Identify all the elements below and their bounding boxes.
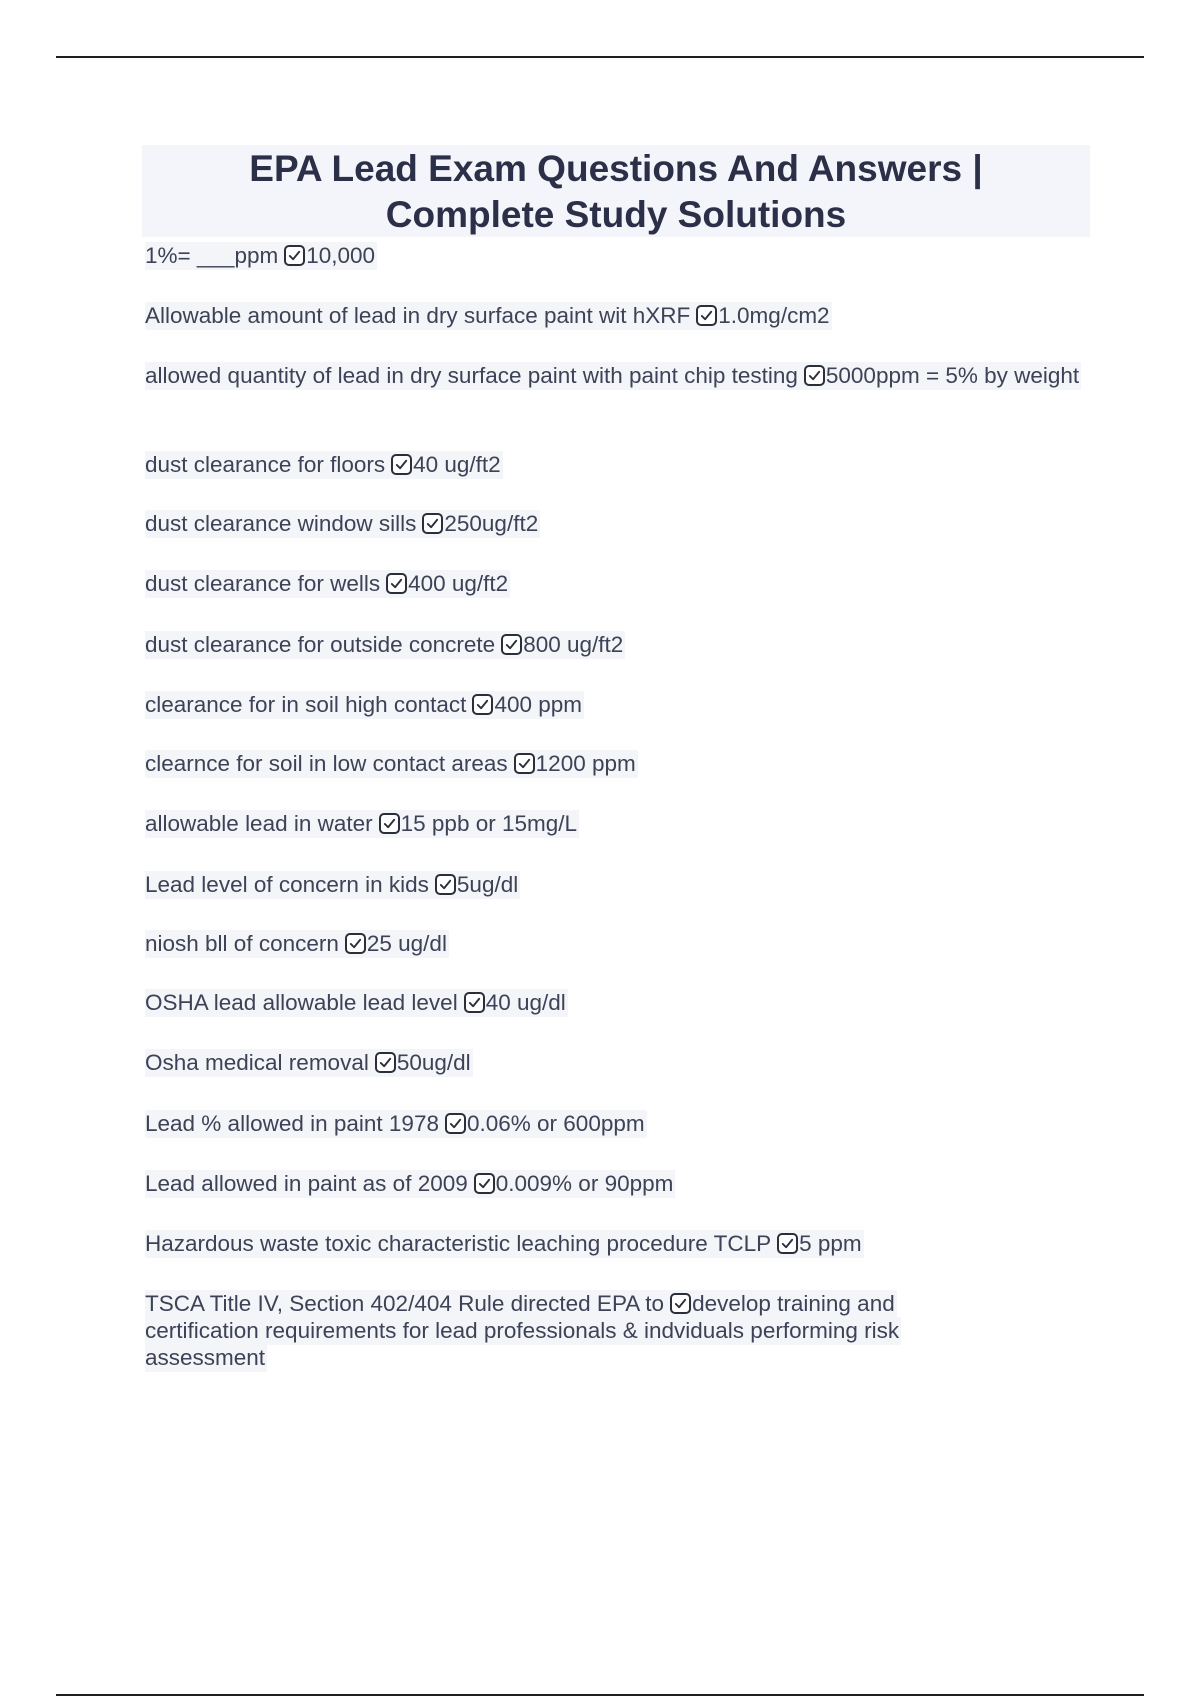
check-icon — [379, 813, 400, 834]
check-icon — [696, 305, 717, 326]
question-text: Lead % allowed in paint 1978 — [145, 1111, 439, 1136]
qa-item — [145, 451, 1045, 478]
check-icon — [386, 573, 407, 594]
answer-text: 400 ug/ft2 — [408, 571, 509, 596]
answer-text: 400 ppm — [494, 692, 582, 717]
answer-text: 5000ppm = 5% by weight — [825, 363, 1080, 388]
answer-text: 1.0mg/cm2 — [718, 303, 830, 328]
check-icon — [514, 753, 535, 774]
question-text: Allowable amount of lead in dry surface paint wit hXRF — [145, 303, 691, 328]
question-text: dust clearance for wells — [145, 571, 381, 596]
answer-text: 5ug/dl — [456, 872, 519, 897]
question-text: clearnce for soil in low contact areas — [145, 751, 508, 776]
check-icon — [284, 245, 305, 266]
question-text: allowed quantity of lead in dry surface paint with paint chip testing — [145, 363, 798, 388]
answer-text: develop training and certification requirements for lead professionals & indviduals performing risk assessment — [145, 1291, 900, 1370]
qa-item — [145, 510, 1045, 537]
check-icon — [670, 1293, 691, 1314]
question-text: TSCA Title IV, Section 402/404 Rule directed EPA to — [145, 1291, 665, 1316]
check-icon — [464, 992, 485, 1013]
question-text: dust clearance for outside concrete — [145, 632, 496, 657]
question-text: Lead allowed in paint as of 2009 — [145, 1171, 468, 1196]
qa-item — [145, 930, 1045, 957]
answer-text: 0.009% or 90ppm — [495, 1171, 674, 1196]
qa-item — [145, 1049, 1045, 1076]
qa-item — [145, 242, 1045, 269]
answer-text: 1200 ppm — [535, 751, 636, 776]
qa-item — [145, 362, 1090, 389]
document-title — [142, 146, 1090, 238]
check-icon — [375, 1052, 396, 1073]
top-rule — [56, 56, 1144, 58]
question-text: dust clearance window sills — [145, 511, 417, 536]
answer-text: 5 ppm — [799, 1231, 862, 1256]
answer-text: 15 ppb or 15mg/L — [400, 811, 578, 836]
qa-item — [145, 750, 1045, 777]
check-icon — [435, 874, 456, 895]
question-text: 1%= ___ppm — [145, 243, 279, 268]
check-icon — [474, 1173, 495, 1194]
check-icon — [472, 694, 493, 715]
check-icon — [422, 513, 443, 534]
question-text: Hazardous waste toxic characteristic leaching procedure TCLP — [145, 1231, 772, 1256]
question-text: allowable lead in water — [145, 811, 373, 836]
title-line-2: Complete Study Solutions — [385, 194, 847, 235]
check-icon — [445, 1113, 466, 1134]
answer-text: 40 ug/dl — [485, 990, 566, 1015]
title-line-1: EPA Lead Exam Questions And Answers | — [249, 148, 983, 189]
check-icon — [777, 1233, 798, 1254]
answer-text: 800 ug/ft2 — [523, 632, 624, 657]
qa-item — [145, 1170, 1045, 1197]
qa-item — [145, 989, 1045, 1016]
answer-text: 40 ug/ft2 — [413, 452, 501, 477]
qa-item — [145, 570, 1045, 597]
answer-text: 25 ug/dl — [366, 931, 447, 956]
qa-item — [145, 631, 1045, 658]
answer-text: 50ug/dl — [396, 1050, 471, 1075]
question-text: Lead level of concern in kids — [145, 872, 429, 897]
answer-text: 10,000 — [306, 243, 376, 268]
answer-text: 250ug/ft2 — [444, 511, 539, 536]
question-text: dust clearance for floors — [145, 452, 386, 477]
qa-item — [145, 1290, 980, 1371]
answer-text: 0.06% or 600ppm — [466, 1111, 645, 1136]
question-text: niosh bll of concern — [145, 931, 339, 956]
question-text: OSHA lead allowable lead level — [145, 990, 458, 1015]
check-icon — [804, 365, 825, 386]
qa-item — [145, 1110, 1045, 1137]
check-icon — [391, 454, 412, 475]
qa-item — [145, 302, 1045, 329]
qa-item — [145, 871, 1045, 898]
check-icon — [501, 634, 522, 655]
qa-item — [145, 1230, 1045, 1257]
qa-item — [145, 810, 1045, 837]
question-text: clearance for in soil high contact — [145, 692, 467, 717]
question-text: Osha medical removal — [145, 1050, 369, 1075]
bottom-rule — [56, 1694, 1144, 1696]
check-icon — [345, 933, 366, 954]
qa-item — [145, 691, 1045, 718]
